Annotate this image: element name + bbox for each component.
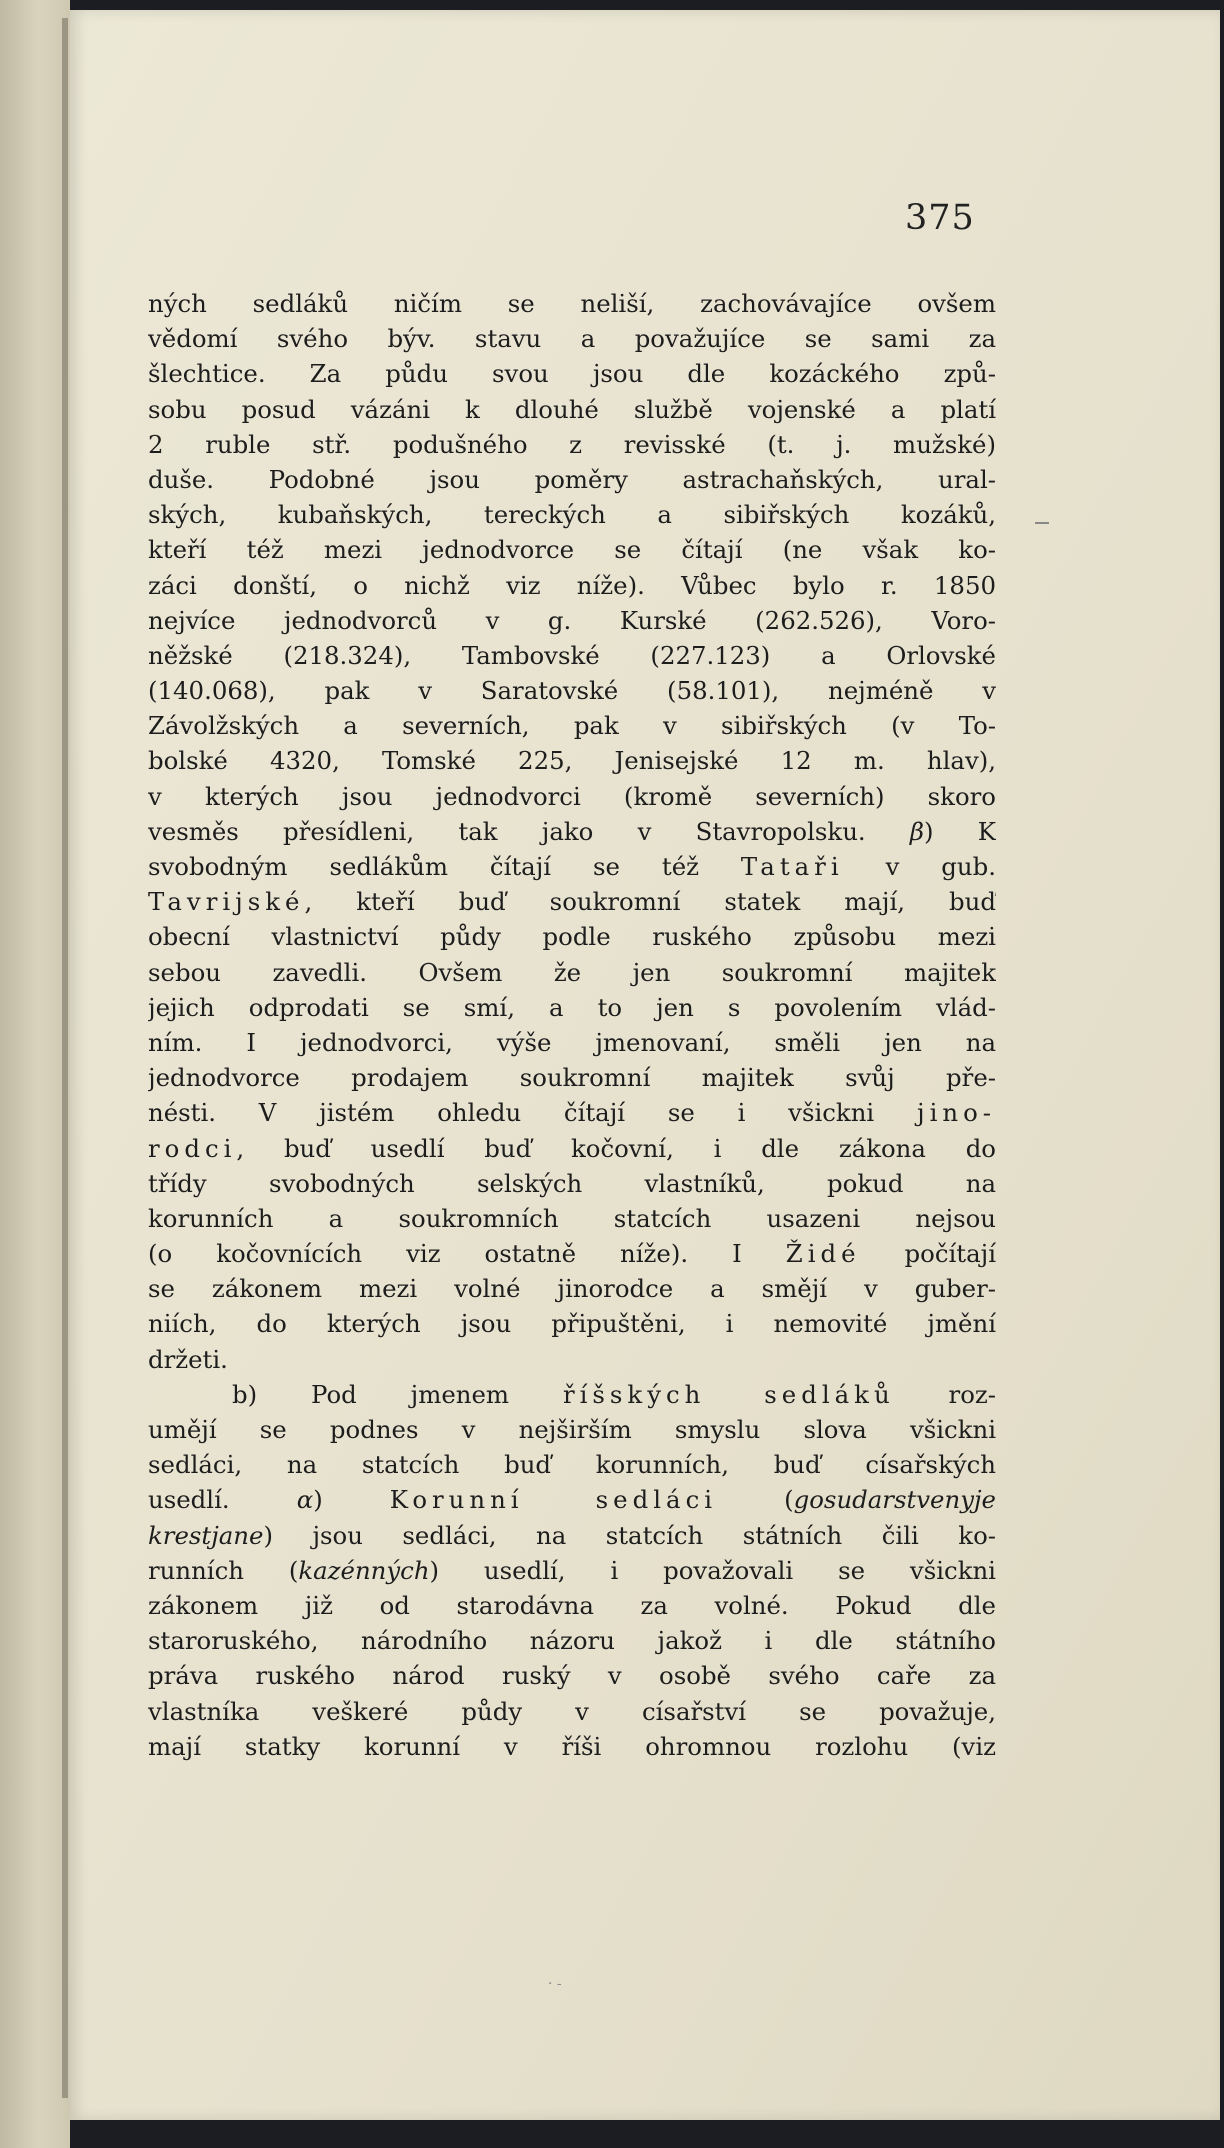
text-line xyxy=(148,884,996,919)
text-run: jejich odprodati se smí, a to jen s povolením vlád- xyxy=(148,992,996,1022)
text-run: držeti. xyxy=(148,1344,228,1374)
text-line xyxy=(148,1095,996,1130)
text-line xyxy=(148,1729,996,1764)
text-run: vědomí svého býv. stavu a považujíce se sami za xyxy=(148,324,996,354)
text-run: v kterých jsou jednodvorci (kromě severních) skoro xyxy=(148,781,996,811)
text-run: počítají xyxy=(860,1239,996,1269)
margin-mark xyxy=(1035,522,1049,524)
text-run: sedláci, na statcích buď korunních, buď císařských xyxy=(148,1450,996,1480)
spine-shadow xyxy=(62,18,68,2098)
italic-term: α xyxy=(296,1485,314,1515)
text-run: (140.068), pak v Saratovské (58.101), nejméně v xyxy=(148,676,996,706)
italic-term: kazénných xyxy=(298,1555,430,1585)
text-line xyxy=(148,568,996,603)
text-run: staroruského, národního názoru jakož i dle státního xyxy=(148,1626,996,1656)
text-run: sebou zavedli. Ovšem že jen soukromní majitek xyxy=(148,957,996,987)
text-line xyxy=(148,990,996,1025)
text-run: korunních a soukromních statcích usazeni nejsou xyxy=(148,1203,996,1233)
text-run: sobu posud vázáni k dlouhé službě vojenské a platí xyxy=(148,394,996,424)
text-line xyxy=(148,743,996,778)
page-speck: · - xyxy=(548,1976,562,1992)
spaced-emphasis: rodci xyxy=(148,1133,237,1163)
text-run: obecní vlastnictví půdy podle ruského způsobu mezi xyxy=(148,922,996,952)
text-run: vlastníka veškeré půdy v císařství se považuje, xyxy=(148,1696,996,1726)
text-run: nejvíce jednodvorců v g. Kurské (262.526), Voro- xyxy=(148,605,996,635)
text-run: ských, kubaňských, tereckých a sibiřských kozáků, xyxy=(148,500,996,530)
text-line xyxy=(148,1694,996,1729)
page-number: 375 xyxy=(905,198,975,238)
text-line xyxy=(148,1412,996,1447)
text-line xyxy=(148,849,996,884)
text-run: duše. Podobné jsou poměry astrachaňských, ural- xyxy=(148,464,996,494)
text-run: runních ( xyxy=(148,1555,299,1585)
text-line xyxy=(148,321,996,356)
text-line xyxy=(148,638,996,673)
text-run: třídy svobodných selských vlastníků, pokud na xyxy=(148,1168,996,1198)
text-run: (o kočovnících viz ostatně níže). I xyxy=(148,1239,786,1269)
text-line xyxy=(148,462,996,497)
spaced-emphasis: Tataři xyxy=(740,852,844,881)
text-line xyxy=(148,532,996,567)
text-run: něžské (218.324), Tambovské (227.123) a Orlovské xyxy=(148,640,996,670)
body-text xyxy=(148,286,996,1764)
text-run: záci donští, o nichž viz níže). Vůbec bylo r. 1850 xyxy=(148,570,996,600)
spaced-emphasis: říšských sedláků xyxy=(562,1379,895,1409)
text-run: usedlí. xyxy=(148,1485,297,1515)
text-line xyxy=(148,1623,996,1658)
text-run: práva ruského národ ruský v osobě svého caře za xyxy=(148,1661,996,1691)
text-run: niích, do kterých jsou připuštěni, i nemovité jmění xyxy=(148,1309,996,1339)
text-line xyxy=(148,1482,996,1517)
text-line xyxy=(148,1447,996,1482)
italic-term: β xyxy=(909,816,925,846)
text-line xyxy=(148,919,996,954)
text-line xyxy=(148,708,996,743)
text-run: umějí se podnes v nejširším smyslu slova všickni xyxy=(148,1415,996,1444)
text-run: šlechtice. Za půdu svou jsou dle kozáckého způ- xyxy=(148,359,996,389)
text-run: zákonem již od starodávna za volné. Pokud dle xyxy=(148,1590,996,1620)
text-run: roz- xyxy=(894,1379,996,1409)
text-run: ) K xyxy=(924,816,996,846)
text-run: ) jsou sedláci, na statcích státních čili ko- xyxy=(263,1520,996,1550)
spaced-emphasis: jino- xyxy=(917,1098,996,1128)
italic-term: gosudarstvenyje xyxy=(793,1485,996,1515)
text-line xyxy=(148,814,996,849)
text-line xyxy=(148,427,996,462)
italic-term: krestjane xyxy=(148,1520,264,1550)
text-run: ) usedlí, i považovali se všickni xyxy=(429,1555,996,1585)
text-line xyxy=(148,1271,996,1306)
text-run: v gub. xyxy=(843,852,996,881)
text-line xyxy=(148,955,996,990)
text-run: jednodvorce prodajem soukromní majitek svůj pře- xyxy=(148,1063,996,1093)
text-line xyxy=(148,392,996,427)
text-run: bolské 4320, Tomské 225, Jenisejské 12 m. hlav), xyxy=(148,746,996,776)
text-run: ných sedláků ničím se neliší, zachovávajíce ovšem xyxy=(148,289,996,318)
spaced-emphasis: Tavrijské xyxy=(148,887,305,917)
text-line xyxy=(148,1377,996,1412)
spaced-emphasis: Korunní sedláci xyxy=(389,1485,718,1515)
text-run: 2 ruble stř. podušného z revisské (t. j. mužské) xyxy=(148,429,996,459)
text-line xyxy=(148,1060,996,1095)
text-line xyxy=(148,1342,996,1377)
text-line xyxy=(148,356,996,391)
text-line xyxy=(148,673,996,708)
text-run: kteří též mezi jednodvorce se čítají (ne však ko- xyxy=(148,535,996,565)
text-run: ) xyxy=(313,1485,390,1515)
text-run: se zákonem mezi volné jinorodce a smějí v guber- xyxy=(148,1274,996,1304)
text-line xyxy=(148,1588,996,1623)
text-run: ním. I jednodvorci, výše jmenovaní, směli jen na xyxy=(148,1027,996,1057)
text-line xyxy=(148,1201,996,1236)
text-run: , buď usedlí buď kočovní, i dle zákona do xyxy=(236,1133,996,1163)
text-run: b) Pod jmenem xyxy=(232,1379,563,1409)
text-line xyxy=(148,1131,996,1166)
text-line xyxy=(148,1553,996,1588)
text-run: mají statky korunní v říši ohromnou rozlohu (viz xyxy=(148,1731,996,1761)
text-line xyxy=(148,1236,996,1271)
text-run: vesměs přesídleni, tak jako v Stavropolsku. xyxy=(148,816,910,846)
text-run: , kteří buď soukromní statek mají, buď xyxy=(304,887,996,917)
text-run: ( xyxy=(717,1485,794,1515)
text-run: Závolžských a severních, pak v sibiřských (v To- xyxy=(148,711,996,741)
text-line xyxy=(148,1025,996,1060)
text-line xyxy=(148,1658,996,1693)
text-line xyxy=(148,1518,996,1553)
text-line xyxy=(148,286,996,321)
text-line xyxy=(148,497,996,532)
text-line xyxy=(148,1166,996,1201)
text-line xyxy=(148,603,996,638)
text-line xyxy=(148,1306,996,1341)
text-run: nésti. V jistém ohledu čítají se i všickni xyxy=(148,1098,917,1128)
spaced-emphasis: Židé xyxy=(785,1239,861,1269)
book-spine xyxy=(0,0,70,2148)
text-line xyxy=(148,779,996,814)
text-run: svobodným sedlákům čítají se též xyxy=(148,852,741,881)
